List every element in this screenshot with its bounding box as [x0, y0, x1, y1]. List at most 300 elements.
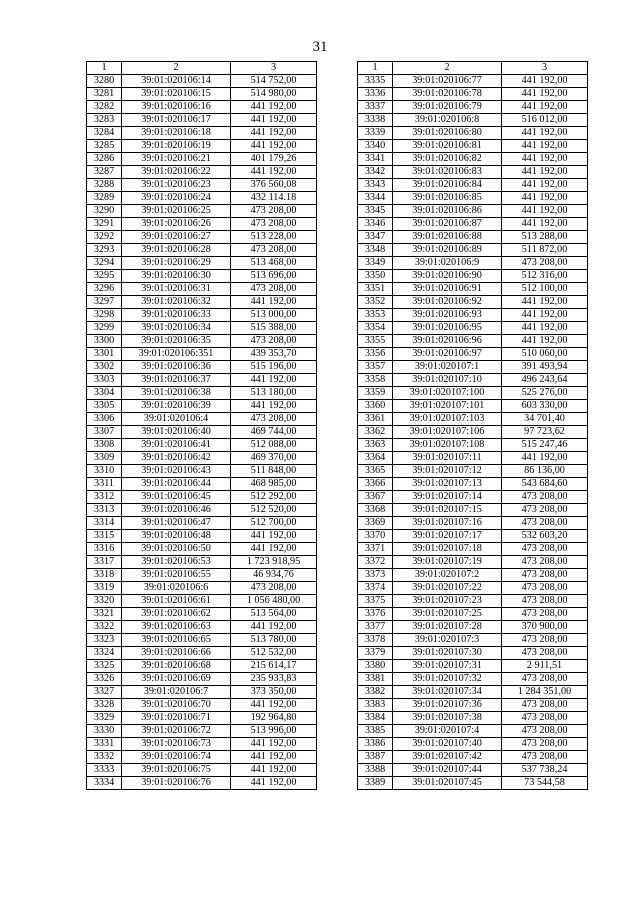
table-row: [358, 452, 588, 465]
table-row: [358, 517, 588, 530]
value-cell: 2 911,51: [502, 660, 588, 673]
table-row: [87, 244, 317, 257]
cadastral-number-cell: 39:01:020106:82: [393, 153, 502, 166]
value-cell: 441 192,00: [502, 335, 588, 348]
value-cell: 473 208,00: [502, 582, 588, 595]
cadastral-number-cell: 39:01:020107:32: [393, 673, 502, 686]
cadastral-number-cell: 39:01:020106:55: [122, 569, 231, 582]
cadastral-number-cell: 39:01:020106:30: [122, 270, 231, 283]
cadastral-number-cell: 39:01:020107:31: [393, 660, 502, 673]
cadastral-number-cell: 39:01:020106:71: [122, 712, 231, 725]
value-cell: 511 872,00: [502, 244, 588, 257]
cadastral-number-cell: 39:01:020107:42: [393, 751, 502, 764]
cadastral-number-cell: 39:01:020106:4: [122, 413, 231, 426]
cadastral-number-cell: 39:01:020106:89: [393, 244, 502, 257]
cadastral-number-cell: 39:01:020106:36: [122, 361, 231, 374]
cadastral-number-cell: 39:01:020106:92: [393, 296, 502, 309]
row-number-cell: 3377: [358, 621, 393, 634]
row-number-cell: 3311: [87, 478, 122, 491]
cadastral-number-cell: 39:01:020106:74: [122, 751, 231, 764]
cadastral-number-cell: 39:01:020106:88: [393, 231, 502, 244]
value-cell: 473 208,00: [502, 257, 588, 270]
table-row: [358, 686, 588, 699]
table-row: [358, 725, 588, 738]
table-row: [358, 361, 588, 374]
cadastral-number-cell: 39:01:020106:31: [122, 283, 231, 296]
table-row: [358, 114, 588, 127]
column-header-2: 2: [393, 62, 502, 75]
value-cell: 441 192,00: [502, 88, 588, 101]
value-cell: 468 985,00: [231, 478, 317, 491]
value-cell: 34 701,40: [502, 413, 588, 426]
table-row: [87, 153, 317, 166]
cadastral-number-cell: 39:01:020106:79: [393, 101, 502, 114]
value-cell: 473 208,00: [231, 244, 317, 257]
cadastral-number-cell: 39:01:020106:48: [122, 530, 231, 543]
row-number-cell: 3379: [358, 647, 393, 660]
value-cell: 441 192,00: [231, 530, 317, 543]
cadastral-number-cell: 39:01:020106:44: [122, 478, 231, 491]
value-cell: 441 192,00: [502, 127, 588, 140]
table-row: [87, 439, 317, 452]
row-number-cell: 3384: [358, 712, 393, 725]
cadastral-number-cell: 39:01:020107:103: [393, 413, 502, 426]
column-header-3: 3: [231, 62, 317, 75]
cadastral-number-cell: 39:01:020106:45: [122, 491, 231, 504]
row-number-cell: 3289: [87, 192, 122, 205]
table-row: [358, 751, 588, 764]
cadastral-number-cell: 39:01:020106:87: [393, 218, 502, 231]
value-cell: 513 564,00: [231, 608, 317, 621]
row-number-cell: 3314: [87, 517, 122, 530]
table-row: [358, 491, 588, 504]
row-number-cell: 3375: [358, 595, 393, 608]
cadastral-number-cell: 39:01:020106:47: [122, 517, 231, 530]
value-cell: 473 208,00: [502, 569, 588, 582]
row-number-cell: 3300: [87, 335, 122, 348]
row-number-cell: 3287: [87, 166, 122, 179]
row-number-cell: 3281: [87, 88, 122, 101]
value-cell: 441 192,00: [502, 140, 588, 153]
row-number-cell: 3334: [87, 777, 122, 790]
table-row: [358, 556, 588, 569]
row-number-cell: 3330: [87, 725, 122, 738]
table-row: [358, 348, 588, 361]
cadastral-number-cell: 39:01:020106:26: [122, 218, 231, 231]
table-row: [358, 192, 588, 205]
row-number-cell: 3313: [87, 504, 122, 517]
table-row: [87, 712, 317, 725]
table-row: [87, 361, 317, 374]
table-header: [87, 62, 317, 75]
table-row: [87, 582, 317, 595]
table-row: [87, 478, 317, 491]
value-cell: 441 192,00: [231, 699, 317, 712]
table-row: [87, 491, 317, 504]
cadastral-number-cell: 39:01:020107:23: [393, 595, 502, 608]
cadastral-number-cell: 39:01:020107:40: [393, 738, 502, 751]
value-cell: 441 192,00: [502, 218, 588, 231]
cadastral-number-cell: 39:01:020107:14: [393, 491, 502, 504]
value-cell: 441 192,00: [231, 101, 317, 114]
table-row: [358, 426, 588, 439]
value-cell: 441 192,00: [502, 75, 588, 88]
row-number-cell: 3318: [87, 569, 122, 582]
cadastral-number-cell: 39:01:020107:3: [393, 634, 502, 647]
row-number-cell: 3357: [358, 361, 393, 374]
row-number-cell: 3337: [358, 101, 393, 114]
row-number-cell: 3305: [87, 400, 122, 413]
row-number-cell: 3387: [358, 751, 393, 764]
value-cell: 473 208,00: [502, 556, 588, 569]
value-cell: 512 700,00: [231, 517, 317, 530]
row-number-cell: 3298: [87, 309, 122, 322]
value-cell: 511 848,00: [231, 465, 317, 478]
cadastral-number-cell: 39:01:020107:12: [393, 465, 502, 478]
row-number-cell: 3315: [87, 530, 122, 543]
row-number-cell: 3294: [87, 257, 122, 270]
row-number-cell: 3370: [358, 530, 393, 543]
row-number-cell: 3345: [358, 205, 393, 218]
table-row: [358, 582, 588, 595]
row-number-cell: 3306: [87, 413, 122, 426]
value-cell: 473 208,00: [502, 673, 588, 686]
row-number-cell: 3293: [87, 244, 122, 257]
row-number-cell: 3365: [358, 465, 393, 478]
row-number-cell: 3374: [358, 582, 393, 595]
value-cell: 215 614,17: [231, 660, 317, 673]
cadastral-number-cell: 39:01:020106:351: [122, 348, 231, 361]
row-number-cell: 3361: [358, 413, 393, 426]
value-cell: 473 208,00: [231, 413, 317, 426]
row-number-cell: 3283: [87, 114, 122, 127]
cadastral-number-cell: 39:01:020106:17: [122, 114, 231, 127]
row-number-cell: 3325: [87, 660, 122, 673]
row-number-cell: 3371: [358, 543, 393, 556]
table-row: [358, 595, 588, 608]
cadastral-number-cell: 39:01:020107:13: [393, 478, 502, 491]
table-row: [87, 205, 317, 218]
row-number-cell: 3322: [87, 621, 122, 634]
table-row: [358, 283, 588, 296]
value-cell: 512 100,00: [502, 283, 588, 296]
table-row: [87, 686, 317, 699]
cadastral-number-cell: 39:01:020106:90: [393, 270, 502, 283]
table-row: [87, 218, 317, 231]
value-cell: 441 192,00: [502, 322, 588, 335]
value-cell: 439 353,70: [231, 348, 317, 361]
row-number-cell: 3346: [358, 218, 393, 231]
row-number-cell: 3348: [358, 244, 393, 257]
row-number-cell: 3282: [87, 101, 122, 114]
row-number-cell: 3338: [358, 114, 393, 127]
table-row: [358, 179, 588, 192]
table-row: [87, 348, 317, 361]
row-number-cell: 3342: [358, 166, 393, 179]
table-row: [87, 530, 317, 543]
cadastral-number-cell: 39:01:020106:78: [393, 88, 502, 101]
row-number-cell: 3317: [87, 556, 122, 569]
table-row: [87, 75, 317, 88]
cadastral-number-cell: 39:01:020106:53: [122, 556, 231, 569]
table-row: [358, 413, 588, 426]
table-row: [358, 101, 588, 114]
row-number-cell: 3285: [87, 140, 122, 153]
row-number-cell: 3354: [358, 322, 393, 335]
table-row: [87, 127, 317, 140]
table-row: [358, 569, 588, 582]
table-row: [358, 374, 588, 387]
value-cell: 441 192,00: [502, 205, 588, 218]
value-cell: 514 980,00: [231, 88, 317, 101]
table-row: [87, 673, 317, 686]
value-cell: 473 208,00: [231, 218, 317, 231]
cadastral-number-cell: 39:01:020107:18: [393, 543, 502, 556]
value-cell: 537 738,24: [502, 764, 588, 777]
row-number-cell: 3368: [358, 504, 393, 517]
value-cell: 513 996,00: [231, 725, 317, 738]
row-number-cell: 3343: [358, 179, 393, 192]
table-row: [358, 504, 588, 517]
cadastral-number-cell: 39:01:020106:32: [122, 296, 231, 309]
cadastral-number-cell: 39:01:020107:34: [393, 686, 502, 699]
value-cell: 473 208,00: [502, 699, 588, 712]
cadastral-number-cell: 39:01:020106:70: [122, 699, 231, 712]
table-row: [87, 725, 317, 738]
cadastral-number-cell: 39:01:020106:50: [122, 543, 231, 556]
table-row: [87, 296, 317, 309]
row-number-cell: 3319: [87, 582, 122, 595]
cadastral-number-cell: 39:01:020107:101: [393, 400, 502, 413]
row-number-cell: 3302: [87, 361, 122, 374]
table-row: [87, 101, 317, 114]
table-row: [358, 257, 588, 270]
table-row: [358, 75, 588, 88]
row-number-cell: 3369: [358, 517, 393, 530]
row-number-cell: 3336: [358, 88, 393, 101]
table-row: [87, 140, 317, 153]
page-number: 31: [312, 39, 328, 55]
row-number-cell: 3331: [87, 738, 122, 751]
value-cell: 514 752,00: [231, 75, 317, 88]
row-number-cell: 3292: [87, 231, 122, 244]
cadastral-number-cell: 39:01:020106:25: [122, 205, 231, 218]
cadastral-number-cell: 39:01:020106:37: [122, 374, 231, 387]
row-number-cell: 3353: [358, 309, 393, 322]
table-row: [87, 556, 317, 569]
table-row: [358, 140, 588, 153]
table-row: [358, 647, 588, 660]
cadastral-number-cell: 39:01:020106:77: [393, 75, 502, 88]
cadastral-number-cell: 39:01:020106:62: [122, 608, 231, 621]
column-header-2: 2: [122, 62, 231, 75]
cadastral-number-cell: 39:01:020107:106: [393, 426, 502, 439]
table-row: [358, 530, 588, 543]
table-row: [358, 478, 588, 491]
table-row: [87, 335, 317, 348]
value-cell: 441 192,00: [231, 400, 317, 413]
value-cell: 512 520,00: [231, 504, 317, 517]
table-row: [87, 192, 317, 205]
cadastral-number-cell: 39:01:020106:16: [122, 101, 231, 114]
column-header-3: 3: [502, 62, 588, 75]
table-body: [358, 75, 588, 790]
value-cell: 391 493,94: [502, 361, 588, 374]
table-row: [358, 543, 588, 556]
cadastral-number-cell: 39:01:020107:16: [393, 517, 502, 530]
value-cell: 473 208,00: [502, 751, 588, 764]
value-cell: 441 192,00: [502, 309, 588, 322]
value-cell: 1 723 918,95: [231, 556, 317, 569]
table-row: [87, 764, 317, 777]
value-cell: 525 276,00: [502, 387, 588, 400]
value-cell: 86 136,00: [502, 465, 588, 478]
row-number-cell: 3299: [87, 322, 122, 335]
table-row: [358, 296, 588, 309]
table-row: [358, 621, 588, 634]
cadastral-number-cell: 39:01:020107:38: [393, 712, 502, 725]
row-number-cell: 3385: [358, 725, 393, 738]
cadastral-number-cell: 39:01:020107:22: [393, 582, 502, 595]
value-cell: 516 012,00: [502, 114, 588, 127]
row-number-cell: 3329: [87, 712, 122, 725]
value-cell: 441 192,00: [231, 764, 317, 777]
value-cell: 441 192,00: [231, 140, 317, 153]
cadastral-number-cell: 39:01:020106:39: [122, 400, 231, 413]
row-number-cell: 3307: [87, 426, 122, 439]
cadastral-number-cell: 39:01:020107:19: [393, 556, 502, 569]
table-row: [87, 647, 317, 660]
row-number-cell: 3339: [358, 127, 393, 140]
value-cell: 441 192,00: [231, 166, 317, 179]
cadastral-number-cell: 39:01:020106:81: [393, 140, 502, 153]
row-number-cell: 3359: [358, 387, 393, 400]
cadastral-number-cell: 39:01:020106:14: [122, 75, 231, 88]
row-number-cell: 3295: [87, 270, 122, 283]
cadastral-number-cell: 39:01:020106:85: [393, 192, 502, 205]
table-row: [358, 400, 588, 413]
table-body: [87, 75, 317, 790]
row-number-cell: 3363: [358, 439, 393, 452]
value-cell: 513 000,00: [231, 309, 317, 322]
row-number-cell: 3320: [87, 595, 122, 608]
value-cell: 512 088,00: [231, 439, 317, 452]
table-row: [358, 608, 588, 621]
cadastral-number-cell: 39:01:020106:7: [122, 686, 231, 699]
value-cell: 513 780,00: [231, 634, 317, 647]
row-number-cell: 3352: [358, 296, 393, 309]
cadastral-number-cell: 39:01:020107:100: [393, 387, 502, 400]
row-number-cell: 3344: [358, 192, 393, 205]
table-row: [358, 712, 588, 725]
row-number-cell: 3321: [87, 608, 122, 621]
table-row: [87, 400, 317, 413]
table-row: [87, 88, 317, 101]
value-cell: 46 934,76: [231, 569, 317, 582]
value-cell: 73 544,58: [502, 777, 588, 790]
cadastral-number-cell: 39:01:020106:6: [122, 582, 231, 595]
cadastral-number-cell: 39:01:020106:63: [122, 621, 231, 634]
table-row: [87, 699, 317, 712]
cadastral-number-cell: 39:01:020106:23: [122, 179, 231, 192]
row-number-cell: 3341: [358, 153, 393, 166]
table-row: [358, 335, 588, 348]
cadastral-number-cell: 39:01:020107:4: [393, 725, 502, 738]
table-row: [358, 387, 588, 400]
row-number-cell: 3364: [358, 452, 393, 465]
table-row: [87, 777, 317, 790]
row-number-cell: 3328: [87, 699, 122, 712]
cadastral-number-cell: 39:01:020106:28: [122, 244, 231, 257]
value-cell: 473 208,00: [502, 491, 588, 504]
cadastral-number-cell: 39:01:020106:69: [122, 673, 231, 686]
row-number-cell: 3351: [358, 283, 393, 296]
table-row: [87, 504, 317, 517]
table-row: [87, 374, 317, 387]
value-cell: 401 179,26: [231, 153, 317, 166]
value-cell: 441 192,00: [502, 296, 588, 309]
cadastral-number-cell: 39:01:020107:2: [393, 569, 502, 582]
cadastral-number-cell: 39:01:020106:84: [393, 179, 502, 192]
cadastral-number-cell: 39:01:020106:21: [122, 153, 231, 166]
cadastral-number-cell: 39:01:020106:22: [122, 166, 231, 179]
table-row: [87, 257, 317, 270]
table-row: [358, 205, 588, 218]
value-cell: 513 468,00: [231, 257, 317, 270]
value-cell: 97 723,62: [502, 426, 588, 439]
row-number-cell: 3386: [358, 738, 393, 751]
value-cell: 473 208,00: [502, 738, 588, 751]
value-cell: 473 208,00: [502, 543, 588, 556]
value-cell: 441 192,00: [502, 153, 588, 166]
row-number-cell: 3360: [358, 400, 393, 413]
value-cell: 441 192,00: [502, 179, 588, 192]
value-cell: 512 292,00: [231, 491, 317, 504]
table-row: [87, 452, 317, 465]
cadastral-number-cell: 39:01:020106:61: [122, 595, 231, 608]
cadastral-number-cell: 39:01:020107:17: [393, 530, 502, 543]
row-number-cell: 3286: [87, 153, 122, 166]
value-cell: 473 208,00: [502, 608, 588, 621]
cadastral-number-cell: 39:01:020106:96: [393, 335, 502, 348]
value-cell: 473 208,00: [502, 504, 588, 517]
cadastral-table-left: [86, 61, 317, 790]
row-number-cell: 3304: [87, 387, 122, 400]
row-number-cell: 3280: [87, 75, 122, 88]
row-number-cell: 3388: [358, 764, 393, 777]
row-number-cell: 3382: [358, 686, 393, 699]
cadastral-number-cell: 39:01:020106:86: [393, 205, 502, 218]
table-row: [358, 270, 588, 283]
row-number-cell: 3347: [358, 231, 393, 244]
value-cell: 513 180,00: [231, 387, 317, 400]
cadastral-number-cell: 39:01:020106:34: [122, 322, 231, 335]
cadastral-number-cell: 39:01:020106:68: [122, 660, 231, 673]
row-number-cell: 3389: [358, 777, 393, 790]
cadastral-number-cell: 39:01:020106:80: [393, 127, 502, 140]
value-cell: 192 964,80: [231, 712, 317, 725]
cadastral-number-cell: 39:01:020106:76: [122, 777, 231, 790]
value-cell: 441 192,00: [502, 192, 588, 205]
row-number-cell: 3367: [358, 491, 393, 504]
value-cell: 543 684,60: [502, 478, 588, 491]
table-row: [87, 608, 317, 621]
table-row: [358, 777, 588, 790]
cadastral-number-cell: 39:01:020106:8: [393, 114, 502, 127]
value-cell: 510 060,00: [502, 348, 588, 361]
column-header-1: 1: [358, 62, 393, 75]
cadastral-number-cell: 39:01:020107:44: [393, 764, 502, 777]
